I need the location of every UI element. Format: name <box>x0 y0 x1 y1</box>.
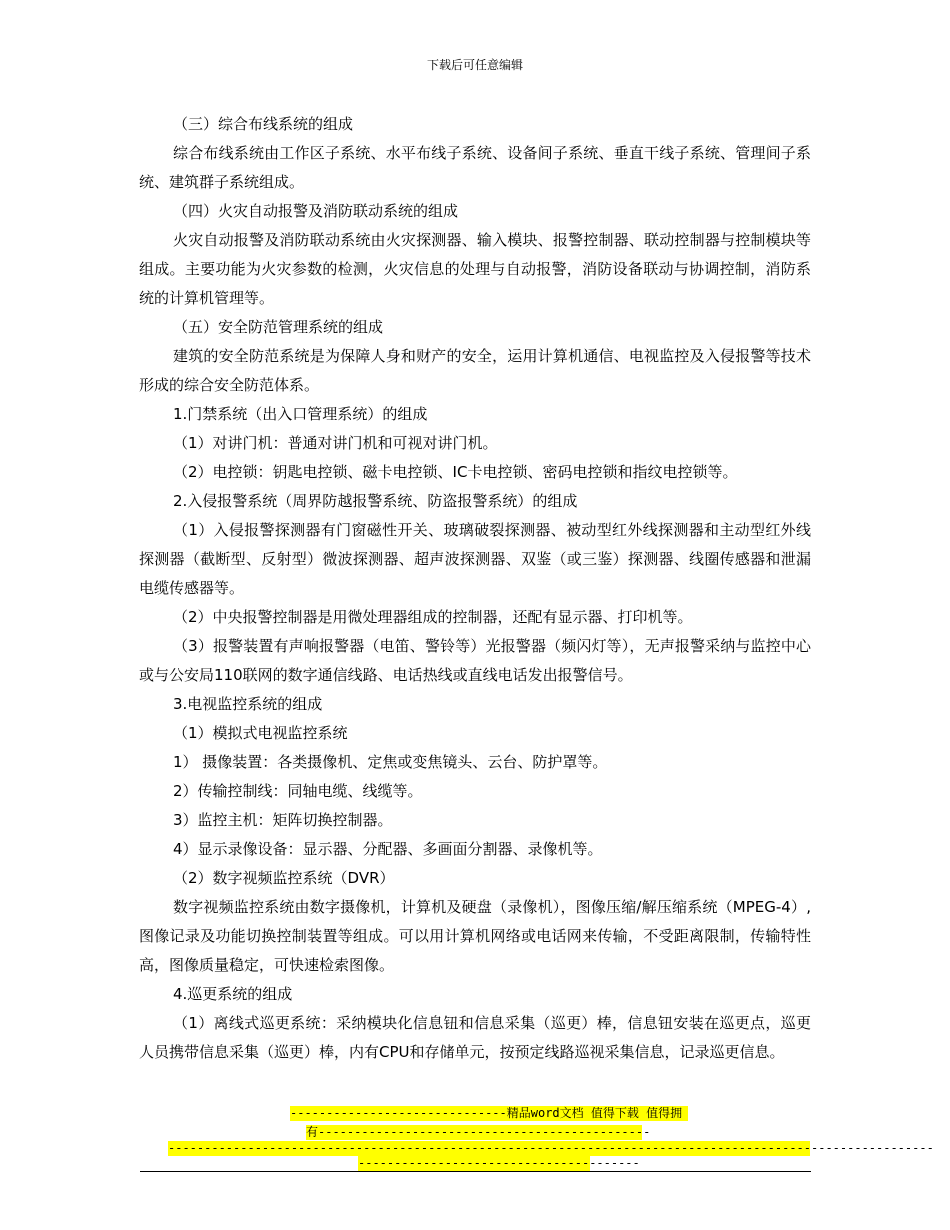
paragraph: （1）入侵报警探测器有门窗磁性开关、玻璃破裂探测器、被动型红外线探测器和主动型红外线探测器（截断型、反射型）微波探测器、超声波探测器、双鉴（或三鉴）探测器、线圈传感器和泄漏电缆传感器等。 <box>139 521 811 597</box>
paragraph: 4.巡更系统的组成 <box>173 985 293 1003</box>
paragraph: （3）报警装置有声响报警器（电笛、警铃等）光报警器（频闪灯等），无声报警采纳与监控中心或与公安局110联网的数字通信线路、电话热线或直线电话发出报警信号。 <box>139 637 811 684</box>
paragraph: （2）数字视频监控系统（DVR） <box>173 869 395 887</box>
paragraph: （2）中央报警控制器是用微处理器组成的控制器，还配有显示器、打印机等。 <box>173 608 693 626</box>
paragraph: 1.门禁系统（出入口管理系统）的组成 <box>173 405 428 423</box>
paragraph: 2.入侵报警系统（周界防越报警系统、防盗报警系统）的组成 <box>173 492 578 510</box>
paragraph: （1）模拟式电视监控系统 <box>173 724 348 742</box>
paragraph: 2）传输控制线：同轴电缆、线缆等。 <box>173 782 423 800</box>
paragraph: 4）显示录像设备：显示器、分配器、多画面分割器、录像机等。 <box>173 840 603 858</box>
footer-line-2: 有---------------------------------------------- <box>306 1125 651 1139</box>
paragraph: （四）火灾自动报警及消防联动系统的组成 <box>173 202 459 220</box>
footer-line-4: --------------------------------------- <box>358 1156 640 1170</box>
paragraph: 3.电视监控系统的组成 <box>173 695 323 713</box>
paragraph: （三）综合布线系统的组成 <box>173 115 354 133</box>
document-body <box>139 110 811 1067</box>
header-note: 下载后可任意编辑 <box>426 58 523 72</box>
paragraph: （1）离线式巡更系统：采纳模块化信息钮和信息采集（巡更）棒，信息钮安装在巡更点，巡更人员携带信息采集（巡更）棒，内有CPU和存储单元，按预定线路巡视采集信息，记录巡更信息。 <box>139 1014 811 1061</box>
paragraph: 建筑的安全防范系统是为保障人身和财产的安全，运用计算机通信、电视监控及入侵报警等技术形成的综合安全防范体系。 <box>139 347 811 394</box>
paragraph: 综合布线系统由工作区子系统、水平布线子系统、设备间子系统、垂直干线子系统、管理间子系统、建筑群子系统组成。 <box>139 144 811 191</box>
footer-line-1: ------------------------------精品word文档 值得下载 值得拥 <box>290 1106 688 1121</box>
paragraph: （2）电控锁：钥匙电控锁、磁卡电控锁、IC卡电控锁、密码电控锁和指纹电控锁等。 <box>173 463 738 481</box>
paragraph: 数字视频监控系统由数字摄像机，计算机及硬盘（录像机），图像压缩/解压缩系统（MPEG-4）,图像记录及功能切换控制装置等组成。可以用计算机网络或电话网来传输，不受距离限制，传输特性高，图像质量稳定，可快速检索图像。 <box>139 898 811 974</box>
paragraph: （五）安全防范管理系统的组成 <box>173 318 384 336</box>
paragraph: 火灾自动报警及消防联动系统由火灾探测器、输入模块、报警控制器、联动控制器与控制模块等组成。主要功能为火灾参数的检测，火灾信息的处理与自动报警，消防设备联动与协调控制，消防系统的计算机管理等。 <box>139 231 811 307</box>
footer-line-3: ---------------------------------------------------------------------------------------------------------- <box>168 1141 934 1155</box>
paragraph: （1）对讲门机：普通对讲门机和可视对讲门机。 <box>173 434 498 452</box>
paragraph: 1） 摄像装置：各类摄像机、定焦或变焦镜头、云台、防护罩等。 <box>173 753 608 771</box>
paragraph: 3）监控主机：矩阵切换控制器。 <box>173 811 393 829</box>
footer-rule <box>140 1171 811 1172</box>
